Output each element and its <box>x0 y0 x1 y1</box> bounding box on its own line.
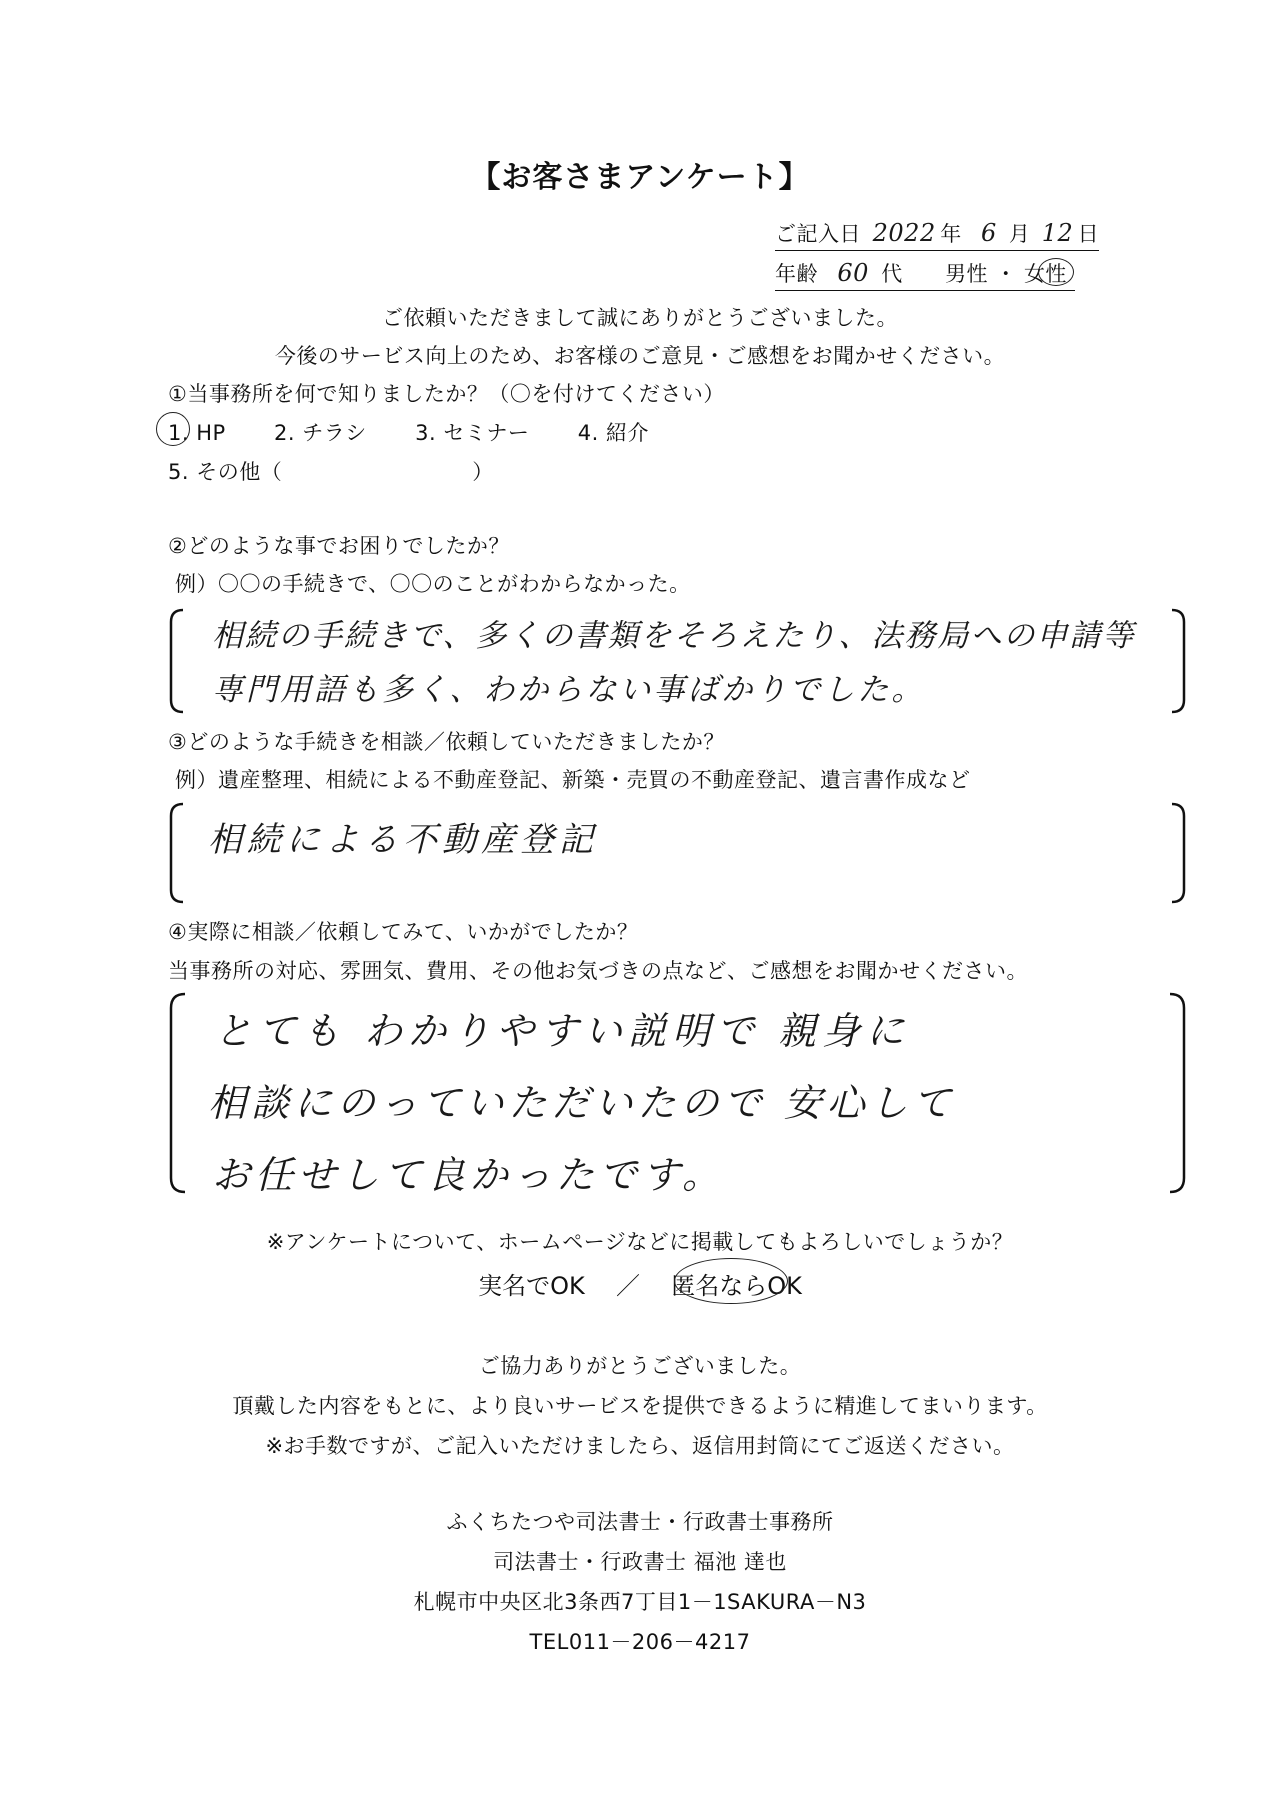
q4-example: 当事務所の対応、雰囲気、費用、その他お気づきの点など、ご感想をお聞かせください。 <box>168 959 1028 983</box>
entry-year-value[interactable]: 2022 <box>872 219 936 247</box>
q3-left-bracket <box>165 800 187 906</box>
q1-option-other-row <box>168 456 494 486</box>
publish-anonymous-label: 匿名なら <box>671 1272 768 1300</box>
q4-left-bracket <box>165 990 189 1196</box>
age-value[interactable]: 60 <box>837 259 869 287</box>
q4-answer-line-1[interactable]: とても わかりやすい説明で 親身に <box>214 1009 911 1053</box>
q4-question: ④実際に相談／依頼してみて、いかがでしたか？ <box>168 920 639 944</box>
publish-options-row <box>0 1266 1280 1301</box>
q1-question: ①当事務所を何で知りましたか？（〇を付けてください） <box>168 382 725 406</box>
entry-month-value[interactable]: 6 <box>980 219 997 247</box>
q1-option-other[interactable]: 5. その他（ <box>168 460 283 484</box>
age-gender-row <box>775 258 1075 291</box>
office-representative: 司法書士・行政書士 福池 達也 <box>493 1550 787 1574</box>
publish-question: ※アンケートについて、ホームページなどに掲載してもよろしいでしょうか？ <box>266 1230 1014 1254</box>
publish-slash: ／ <box>616 1272 640 1300</box>
closing-line-1: ご協力ありがとうございました。 <box>478 1354 802 1378</box>
office-tel: TEL011－206－4217 <box>529 1630 751 1654</box>
q2-right-bracket <box>1168 606 1190 716</box>
q2-question: ②どのような事でお困りでしたか？ <box>168 534 510 558</box>
q4-right-bracket <box>1166 990 1190 1196</box>
q1-option-hp[interactable]: 1. HP <box>168 421 226 445</box>
intro-line-1: ご依頼いただきまして誠にありがとうございました。 <box>382 306 898 330</box>
q2-answer-line-2[interactable]: 専門用語も多く、わからない事ばかりでした。 <box>212 672 926 708</box>
publish-real-name-option[interactable]: 実名でOK <box>478 1272 585 1300</box>
q3-answer-line-1[interactable]: 相続による不動産登記 <box>208 820 598 860</box>
age-suffix: 代 <box>881 262 903 286</box>
q3-right-bracket <box>1168 800 1190 906</box>
closing-line-3: ※お手数ですが、ご記入いただけましたら、返信用封筒にてご返送ください。 <box>265 1434 1015 1458</box>
entry-date-label: ご記入日 <box>775 222 861 246</box>
intro-line-2: 今後のサービス向上のため、お客様のご意見・ご感想をお聞かせください。 <box>274 344 1006 368</box>
q4-answer-line-2[interactable]: 相談にのっていただいたので 安心して <box>208 1081 956 1125</box>
q1-option-referral[interactable]: 4. 紹介 <box>577 421 649 445</box>
day-suffix: 日 <box>1077 222 1100 246</box>
q1-options-row <box>168 417 649 447</box>
q4-answer-line-3[interactable]: お任せして良かったです。 <box>212 1153 725 1197</box>
age-label: 年齢 <box>775 262 818 286</box>
q2-answer-line-1[interactable]: 相続の手続きで、多くの書類をそろえたり、法務局への申請等 <box>212 618 1136 654</box>
q1-option-seminar[interactable]: 3. セミナー <box>415 421 530 445</box>
office-address: 札幌市中央区北3条西7丁目1－1SAKURA－N3 <box>413 1590 867 1614</box>
publish-selected-circle <box>674 1258 788 1304</box>
office-name: ふくちたつや司法書士・行政書士事務所 <box>446 1510 834 1534</box>
gender-separator: ・ <box>995 262 1017 286</box>
entry-day-value[interactable]: 12 <box>1041 219 1074 247</box>
q1-selected-circle <box>156 412 190 446</box>
q2-left-bracket <box>165 606 187 716</box>
q2-example: 例）〇〇の手続きで、〇〇のことがわからなかった。 <box>175 572 691 596</box>
gender-female[interactable]: 女性 <box>1023 262 1067 286</box>
publish-anonymous-ok: OK <box>767 1272 802 1300</box>
q3-question: ③どのような手続きを相談／依頼していただきましたか？ <box>168 730 725 754</box>
q3-example: 例）遺産整理、相続による不動産登記、新築・売買の不動産登記、遺言書作成など <box>175 768 971 792</box>
month-suffix: 月 <box>1008 222 1031 246</box>
year-suffix: 年 <box>940 222 962 246</box>
gender-selected-circle <box>1038 258 1074 286</box>
q1-other-close: ） <box>472 460 494 484</box>
q1-option-flyer[interactable]: 2. チラシ <box>274 421 367 445</box>
survey-title: 【お客さまアンケート】 <box>470 160 810 195</box>
gender-male[interactable]: 男性 <box>945 262 989 286</box>
entry-date-row <box>775 218 1099 251</box>
closing-line-2: 頂戴した内容をもとに、より良いサービスを提供できるように精進してまいります。 <box>232 1394 1048 1418</box>
